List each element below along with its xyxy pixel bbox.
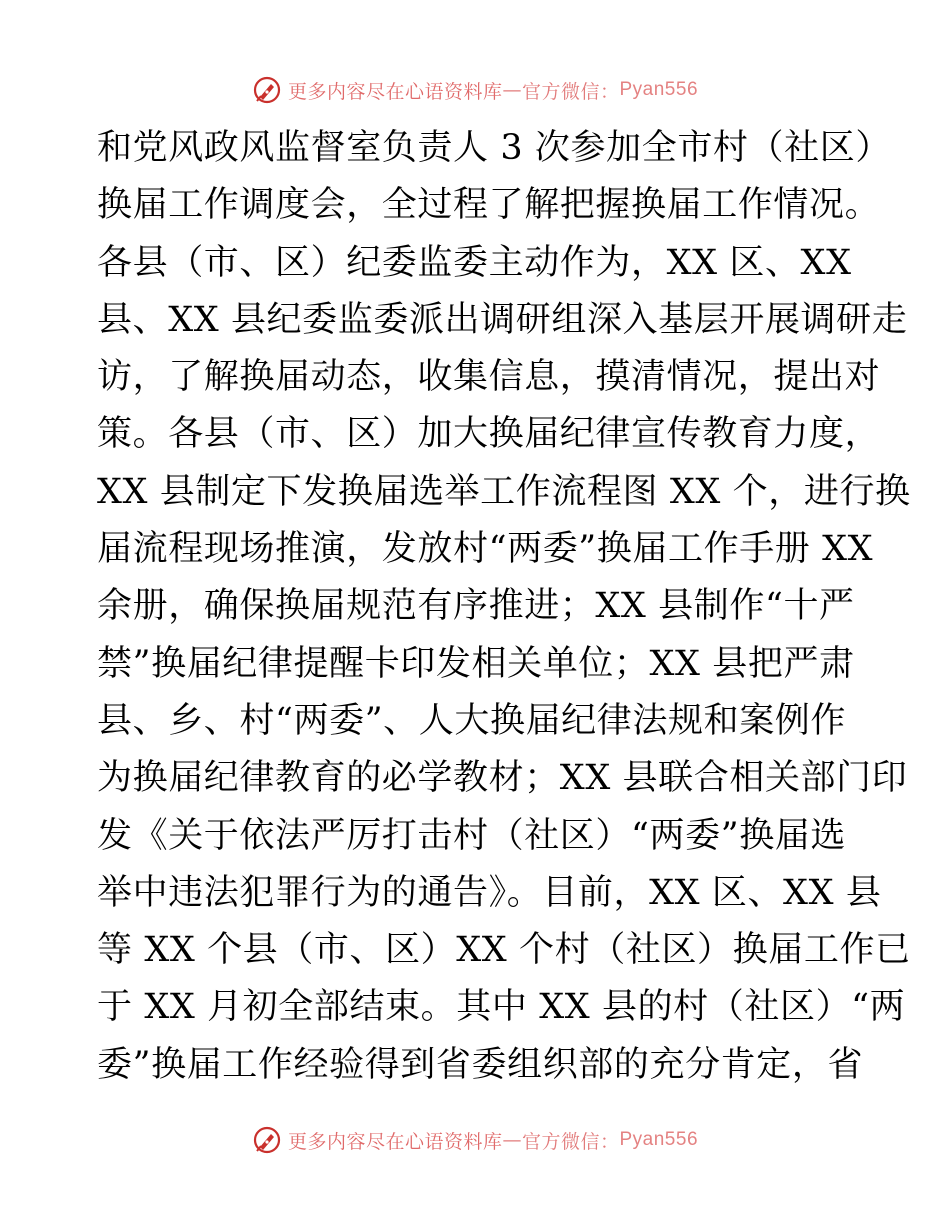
watermark-official-label: 官方微信： (521, 1130, 620, 1153)
pen-nib-logo-icon (252, 1125, 282, 1155)
text-line: 禁”换届纪律提醒卡印发相关单位；XX 县把严肃 (97, 643, 855, 684)
pen-nib-logo-icon (252, 75, 282, 105)
text-line: 为换届纪律教育的必学教材；XX 县联合相关部门印 (97, 758, 908, 799)
text-line: 县、XX 县纪委监委派出调研组深入基层开展调研走 (97, 299, 908, 340)
text-line: 县、乡、村“两委”、人大换届纪律法规和案例作 (97, 700, 846, 741)
footer-watermark (0, 1120, 950, 1160)
text-line: 换届工作调度会，全过程了解把握换届工作情况。 (97, 185, 881, 226)
document-body (97, 120, 911, 1094)
text-line: XX 县制定下发换届选举工作流程图 XX 个，进行换 (97, 471, 911, 512)
watermark-wechat-id: Pyan556 (619, 79, 699, 100)
watermark-separator: — (502, 1129, 522, 1151)
text-line: 等 XX 个县（市、区）XX 个村（社区）换届工作已 (97, 930, 911, 971)
text-line: 委”换届工作经验得到省委组织部的充分肯定，省 (97, 1044, 864, 1085)
watermark-text: 更多内容尽在心语资料库 (287, 80, 503, 103)
watermark-wechat-id: Pyan556 (619, 1129, 699, 1150)
watermark-official-label: 官方微信： (521, 80, 620, 103)
text-line: 于 XX 月初全部结束。其中 XX 县的村（社区）“两 (97, 987, 906, 1028)
text-line: 发《关于依法严厉打击村（社区）“两委”换届选 (97, 815, 846, 856)
watermark-text: 更多内容尽在心语资料库 (287, 1130, 503, 1153)
watermark-separator: — (502, 79, 522, 101)
header-watermark (0, 70, 950, 110)
text-line: 各县（市、区）纪委监委主动作为，XX 区、XX (97, 242, 852, 283)
text-line: 和党风政风监督室负责人 3 次参加全市村（社区） (97, 128, 891, 168)
text-line: 策。各县（市、区）加大换届纪律宣传教育力度， (97, 414, 881, 455)
text-line: 访，了解换届动态，收集信息，摸清情况，提出对 (97, 357, 881, 398)
text-line: 余册，确保换届规范有序推进；XX 县制作“十严 (97, 586, 855, 627)
text-line: 届流程现场推演，发放村“两委”换届工作手册 XX (97, 529, 874, 570)
text-line: 举中违法犯罪行为的通告》。目前，XX 区、XX 县 (97, 872, 882, 913)
